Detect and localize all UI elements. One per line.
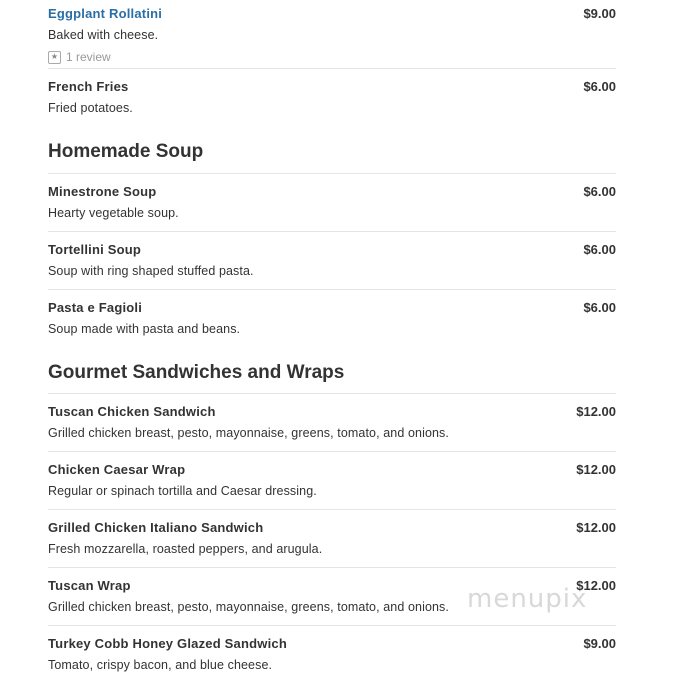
menu-item-description: Tomato, crispy bacon, and blue cheese. xyxy=(48,658,273,672)
menu-item-price: $9.00 xyxy=(583,636,616,651)
menu-item-name: Grilled Chicken Italiano Sandwich xyxy=(48,520,264,535)
review-link[interactable] xyxy=(48,50,616,64)
menu-item xyxy=(48,510,616,568)
menu-item-name: French Fries xyxy=(48,79,129,94)
menu-item xyxy=(48,0,616,69)
menu-list xyxy=(48,0,616,682)
menu-item-description: Hearty vegetable soup. xyxy=(48,206,179,220)
menu-item-description: Fresh mozzarella, roasted peppers, and arugula. xyxy=(48,542,323,556)
menu-item-description: Regular or spinach tortilla and Caesar dressing. xyxy=(48,484,317,498)
menu-item xyxy=(48,290,616,362)
menu-item xyxy=(48,232,616,290)
watermark: menupix xyxy=(467,584,588,614)
section-title: Homemade Soup xyxy=(48,141,204,162)
menu-item-price: $9.00 xyxy=(583,6,616,21)
menu-item xyxy=(48,626,616,682)
menu-item-price: $12.00 xyxy=(576,404,616,419)
menu-item-name-link[interactable]: Eggplant Rollatini xyxy=(48,6,163,21)
menu-item-price: $12.00 xyxy=(576,520,616,535)
menu-item-description: Grilled chicken breast, pesto, mayonnaise, greens, tomato, and onions. xyxy=(48,426,449,440)
section-header xyxy=(48,362,616,394)
menu-item-name: Turkey Cobb Honey Glazed Sandwich xyxy=(48,636,287,651)
menu-item-name: Tortellini Soup xyxy=(48,242,142,257)
menu-item-name: Chicken Caesar Wrap xyxy=(48,462,186,477)
menu-item-price: $12.00 xyxy=(576,462,616,477)
menu-item xyxy=(48,394,616,452)
menu-item xyxy=(48,452,616,510)
section-title: Gourmet Sandwiches and Wraps xyxy=(48,362,345,383)
menu-item-name: Pasta e Fagioli xyxy=(48,300,143,315)
menu-item-name: Tuscan Chicken Sandwich xyxy=(48,404,216,419)
menu-item-description: Soup with ring shaped stuffed pasta. xyxy=(48,264,254,278)
menu-item-price: $6.00 xyxy=(583,300,616,315)
review-icon: ★ xyxy=(48,51,61,64)
menu-item-name: Tuscan Wrap xyxy=(48,578,131,593)
menu-item-description: Fried potatoes. xyxy=(48,101,133,115)
menu-item-description: Grilled chicken breast, pesto, mayonnaise, greens, tomato, and onions. xyxy=(48,600,449,614)
menu-item-name: Minestrone Soup xyxy=(48,184,157,199)
menu-item-price: $6.00 xyxy=(583,184,616,199)
menu-item-price: $6.00 xyxy=(583,242,616,257)
menu-item-price: $6.00 xyxy=(583,79,616,94)
menu-item-price: $12.00 xyxy=(576,578,616,593)
review-count: 1 review xyxy=(66,50,111,64)
menu-item-description: Soup made with pasta and beans. xyxy=(48,322,241,336)
section-header xyxy=(48,141,616,174)
menu-item xyxy=(48,174,616,232)
menu-item xyxy=(48,69,616,141)
menu-item-description: Baked with cheese. xyxy=(48,28,159,42)
